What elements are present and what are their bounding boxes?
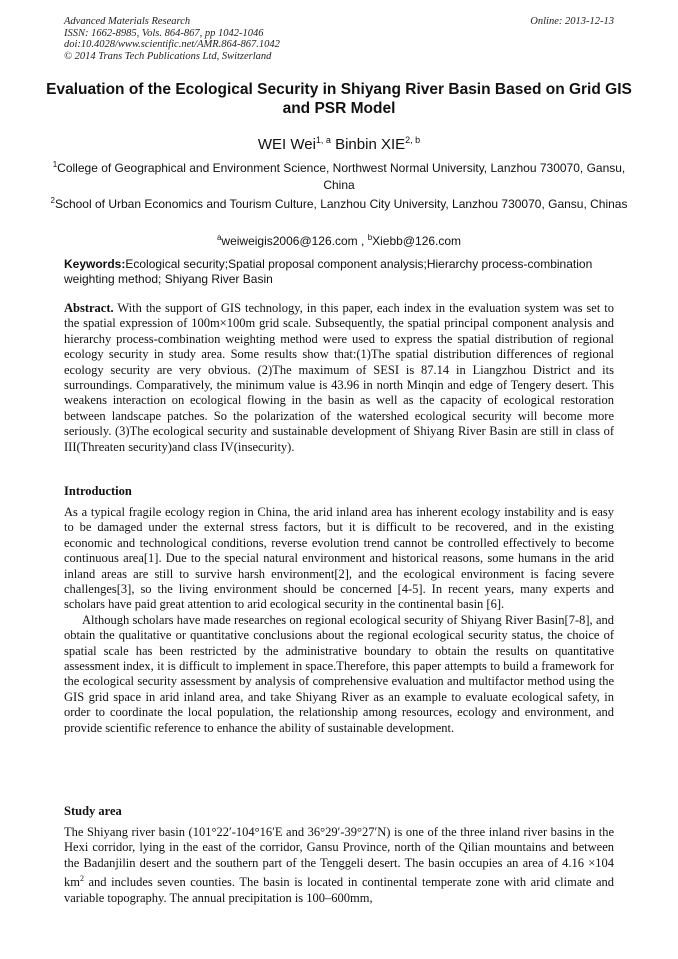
affiliation-2-text: School of Urban Economics and Tourism Culture, Lanzhou City University, Lanzhou 730070, Gansu, Chinas: [54, 197, 628, 211]
online-date: Online: 2013-12-13: [530, 16, 614, 27]
abstract: [64, 301, 614, 455]
author-1: WEI Wei: [257, 136, 316, 153]
journal-name: Advanced Materials Research: [64, 16, 191, 27]
introduction-paragraph-2: Although scholars have made researches on regional ecological security of Shiyang River Basin[7-8], and obtain the qualitative or quantitative conclusions about the regional ecological security status, the choice of spatial scale has been restricted by the administrative boundary to obtain the results on quantitative assessment index, it is difficult to implement in space.Therefore, this paper attempts to build a framework for the ecological security assessment by analysis of comprehensive evaluation and multifactor method using the GIS grid space in arid inland area, and take Shiyang River as an example to evaluate ecological safety, in order to coordinate the local population, the relationship among resources, ecology and environment, and provide scientific reference to enhance the ability of sustainable development.: [64, 612, 614, 735]
study-area-paragraph-1: [64, 825, 614, 906]
affiliation-1-mark: 1: [52, 160, 58, 169]
keywords-text: Ecological security;Spatial proposal component analysis;Hierarchy process-combination weighting method; Shiyang River Basin: [64, 257, 593, 286]
affiliation-2: [50, 192, 628, 213]
email-separator: ,: [357, 234, 368, 248]
author-line: [0, 131, 678, 154]
affiliation-2-mark: 2: [50, 196, 55, 205]
study-area-heading: Study area: [64, 804, 122, 818]
author-1-affil: 1, a: [315, 135, 331, 145]
introduction-heading: Introduction: [64, 484, 132, 498]
study-area-text-a: The Shiyang river basin (101°22′-104°16′E and 36°29′-39°27′N) is one of the three inland river basins in the Hexi corridor, lying in the east of the corridor, Gansu Province, north of the Qilian mountains and between the Badanjilin desert and the southern part of the Tenggeli desert. The basin occupies an area of 4.16 ×104 km: [64, 825, 614, 890]
study-area-section: [64, 825, 614, 906]
abstract-paragraph: [64, 301, 614, 455]
introduction-section: [64, 505, 614, 736]
affiliation-1: [50, 156, 628, 194]
abstract-text: With the support of GIS technology, in this paper, each index in the evaluation system was set to the spatial expression of 100m×100m grid scale. Subsequently, the spatial principal component analysis and hierarchy process-combination weighting method were used to express the spatial distribution of regional ecology security in study area. Some results show that:(1)The spatial distribution differences of regional ecology security are very obvious. (2)The maximum of SESI is 87.14 in Liangzhou District and its surroundings. Comparatively, the minimum value is 43.96 in north Minqin and edge of Tengery desert. This weakens interaction on ecological flowing in the basin as well as the capacity of ecological restoration between landscape patches. So the polarization of the watershed ecological security will become more seriously. (3)The ecological security and sustainable development of Shiyang River Basin are still in class of III(Threaten security)and class IV(insecurity).: [64, 301, 614, 454]
author-2: Binbin XIE: [335, 136, 406, 153]
journal-copyright: © 2014 Trans Tech Publications Ltd, Switzerland: [64, 50, 272, 62]
email-b[interactable]: Xiebb@126.com: [372, 234, 462, 248]
introduction-paragraph-1: As a typical fragile ecology region in China, the arid inland area has inherent ecology instability and is easy to be damaged under the external stress factors, but it is difficult to be recovered, and in the existing economic and technological conditions, reverse evolution trend cannot be controlled effectively to become continuous area[1]. Due to the special natural environment and historical reasons, some humans in the arid inland areas are still to survive harsh environment[2], and the ecological environment is facing severe challenges[3], so the living environment should be concerned [4-5]. In recent years, many experts and scholars have paid great attention to arid ecological security in the continental basin [6].: [64, 505, 614, 612]
author-2-affil: 2, b: [405, 135, 421, 145]
email-a-mark: a: [216, 233, 222, 242]
journal-doi[interactable]: doi:10.4028/www.scientific.net/AMR.864-867.1042: [64, 39, 280, 50]
affiliation-1-text: College of Geographical and Environment Science, Northwest Normal University, Lanzhou 730070, Gansu, China: [57, 161, 626, 192]
area-unit-exponent: 2: [79, 874, 84, 884]
keywords: [64, 257, 614, 287]
study-area-text-b: and includes seven counties. The basin is located in continental temperate zone with arid climate and variable topography. The annual precipitation is 100–600mm,: [64, 875, 614, 905]
paper-title: Evaluation of the Ecological Security in Shiyang River Basin Based on Grid GIS and PSR Model: [46, 81, 632, 117]
abstract-label: Abstract.: [64, 301, 114, 315]
journal-issn: ISSN: 1662-8985, Vols. 864-867, pp 1042-1046: [64, 27, 264, 39]
email-a[interactable]: weiweigis2006@126.com: [221, 234, 358, 248]
author-emails: [50, 229, 628, 250]
keywords-label: Keywords:: [64, 257, 126, 271]
journal-header: [64, 16, 614, 62]
email-b-mark: b: [367, 233, 373, 242]
